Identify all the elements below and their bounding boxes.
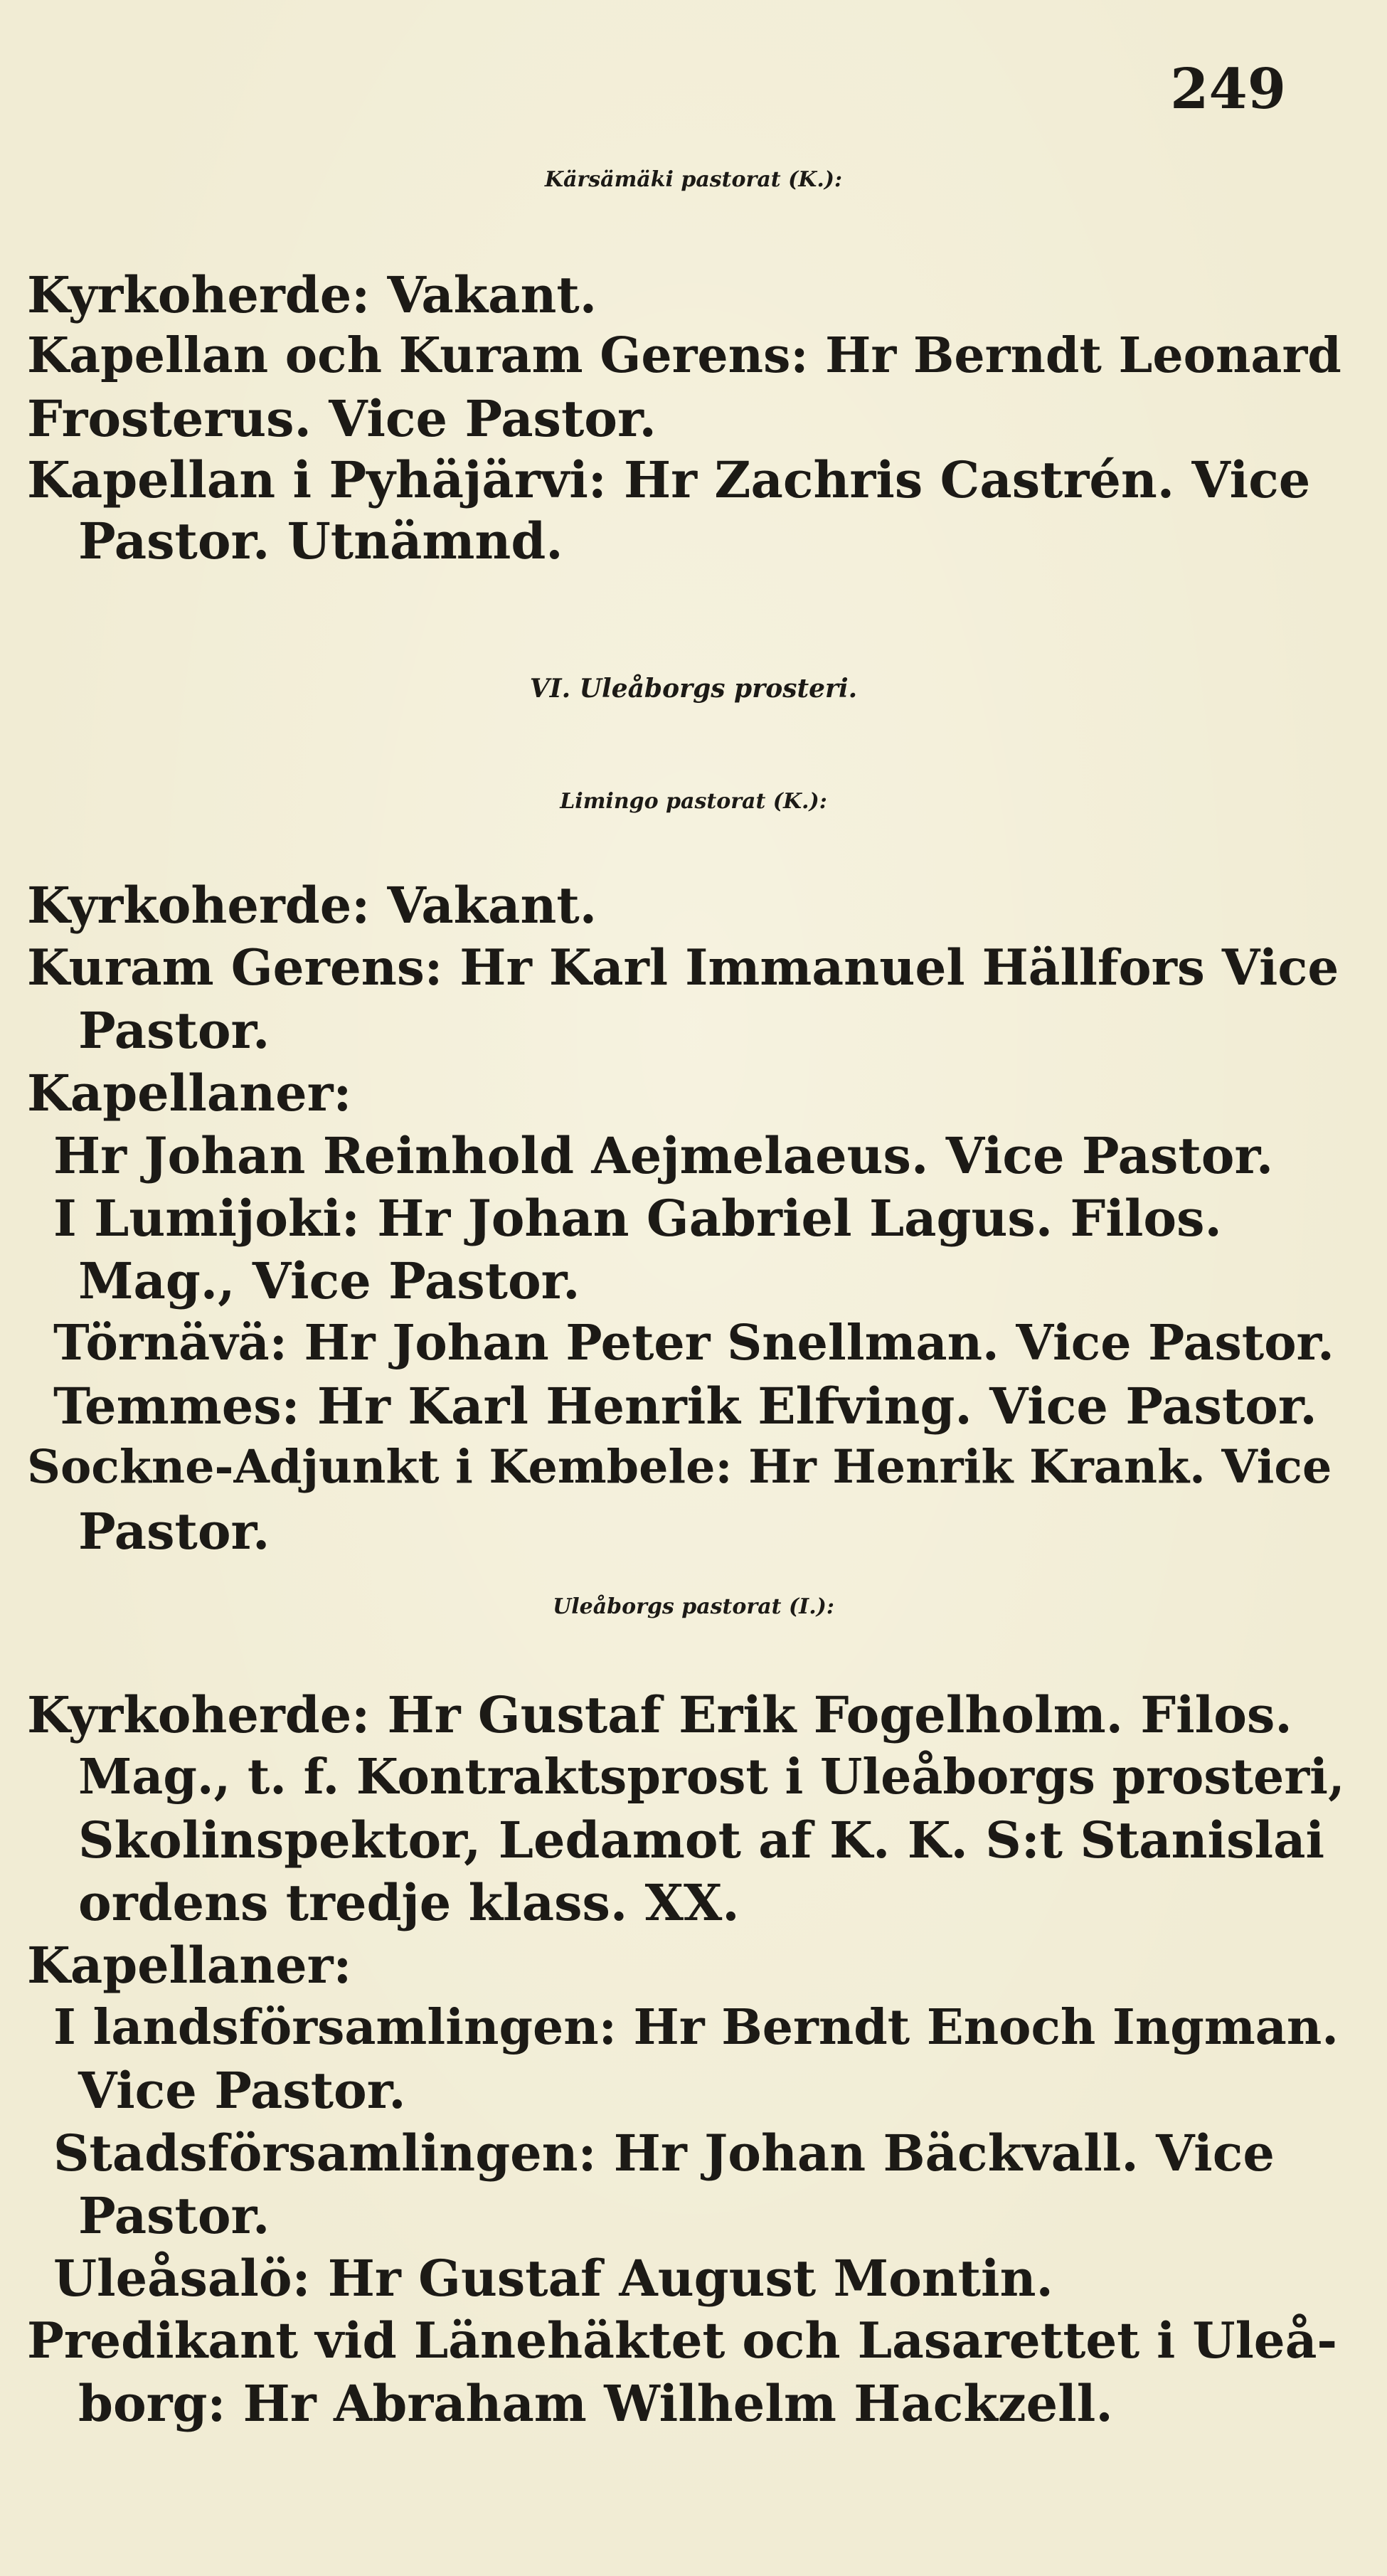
text-line: Pastor. — [78, 1502, 270, 1561]
text-line: Uleåsalö: Hr Gustaf August Montin. — [53, 2249, 1053, 2308]
section-title-uleaborg: Uleåborgs pastorat (I.): — [553, 1594, 834, 1619]
page-number: 249 — [1170, 57, 1286, 122]
text-line: I Lumijoki: Hr Johan Gabriel Lagus. Filos. — [53, 1189, 1222, 1248]
text-line: I landsförsamlingen: Hr Berndt Enoch Ingman. — [53, 1999, 1339, 2056]
text-line: Pastor. Utnämnd. — [78, 512, 563, 571]
text-line: Predikant vid Länehäktet och Lasarettet i Uleå- — [27, 2312, 1338, 2370]
text-line: Mag., Vice Pastor. — [78, 1251, 580, 1310]
text-line: Törnävä: Hr Johan Peter Snellman. Vice Pastor. — [53, 1315, 1334, 1372]
text-line: Vice Pastor. — [78, 2061, 406, 2120]
text-line: Pastor. — [78, 1001, 270, 1060]
text-line: Kyrkoherde: Hr Gustaf Erik Fogelholm. Filos. — [27, 1685, 1292, 1744]
text-line: Kyrkoherde: Vakant. — [27, 265, 597, 324]
text-line-content: Kapellan och Kuram Gerens: Hr Berndt Leonard — [27, 327, 1341, 384]
section-title-karsamaki: Kärsämäki pastorat (K.): — [544, 167, 843, 192]
text-line: Temmes: Hr Karl Henrik Elfving. Vice Pastor. — [53, 1377, 1317, 1436]
text-line: borg: Hr Abraham Wilhelm Hackzell. — [78, 2374, 1113, 2433]
text-line: Kyrkoherde: Vakant. — [27, 876, 597, 935]
text-line: Frosterus. Vice Pastor. — [27, 389, 657, 448]
text-line: Pastor. — [78, 2186, 270, 2245]
text-line — [27, 327, 1351, 384]
text-line: Mag., t. f. Kontraktsprost i Uleåborgs prosteri, — [78, 1749, 1345, 1806]
text-line: Stadsförsamlingen: Hr Johan Bäckvall. Vice — [53, 2124, 1275, 2183]
text-line: Skolinspektor, Ledamot af K. K. S:t Stanislai — [78, 1811, 1325, 1870]
text-line: Sockne-Adjunkt i Kembele: Hr Henrik Krank. Vice — [27, 1440, 1332, 1494]
text-line: Kuram Gerens: Hr Karl Immanuel Hällfors Vice — [27, 939, 1339, 997]
text-line: Kapellaner: — [27, 1936, 352, 1995]
text-line: Kapellan i Pyhäjärvi: Hr Zachris Castrén. Vice — [27, 450, 1311, 509]
chapter-heading: VI. Uleåborgs prosteri. — [529, 674, 858, 704]
section-title-limingo: Limingo pastorat (K.): — [560, 789, 827, 814]
text-line: ordens tredje klass. XX. — [78, 1873, 740, 1932]
text-line: Kapellaner: — [27, 1064, 352, 1123]
text-line: Hr Johan Reinhold Aejmelaeus. Vice Pastor. — [53, 1126, 1274, 1185]
